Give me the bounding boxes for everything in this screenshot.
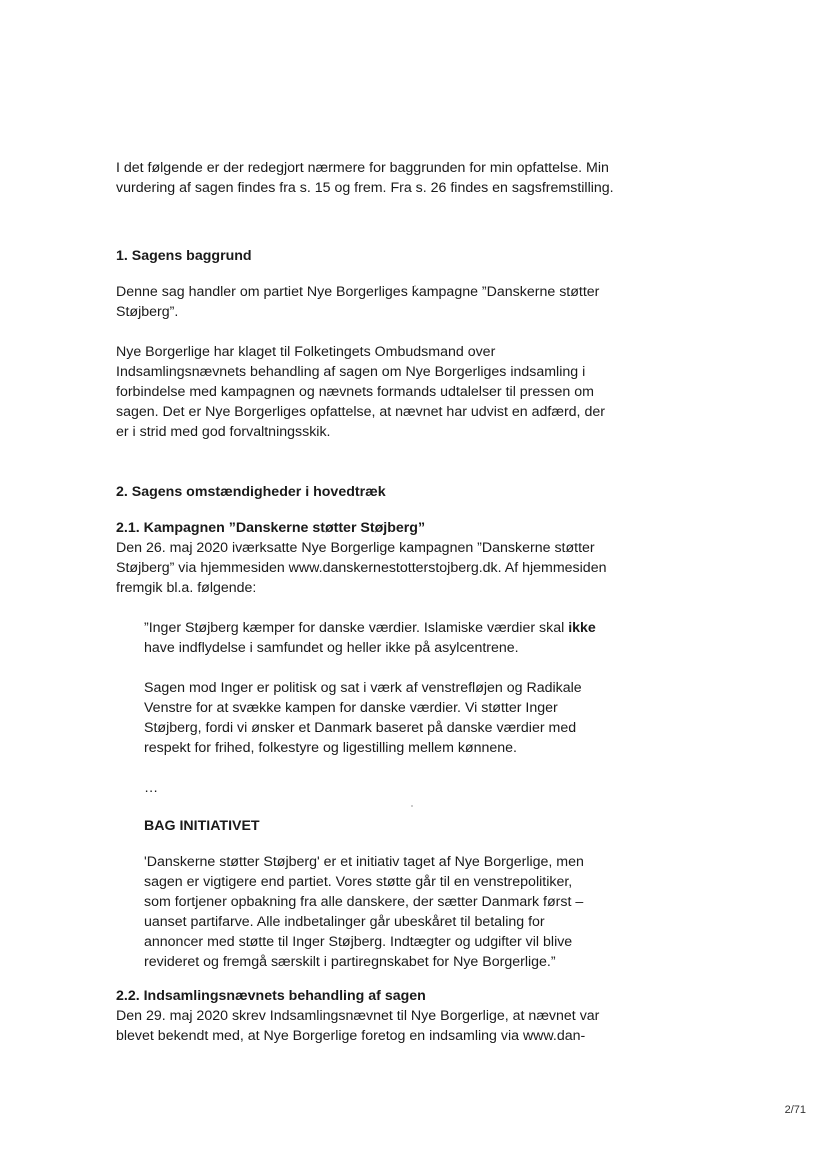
blockquote: [144, 618, 599, 972]
section-2-heading: 2. Sagens omstændigheder i hovedtræk: [116, 484, 386, 500]
quote-paragraph-2: Sagen mod Inger er politisk og sat i værk af venstrefløjen og Radikale Venstre for at svække kampen for danske værdier. Vi støtter Inger Støjberg, fordi vi ønsker et Danmark baseret på danske værdier med respekt for frihed, folkestyre og ligestilling mellem kønnene.: [144, 680, 582, 756]
quote-subheading: BAG INITIATIVET: [144, 818, 260, 834]
section-2-2-body: Den 29. maj 2020 skrev Indsamlingsnævnet til Nye Borgerlige, at nævnet var blevet bekendt med, at Nye Borgerlige foretog en indsamling via www.dan-: [116, 1008, 600, 1044]
page-number: 2/71: [784, 1104, 806, 1116]
section-1-heading: 1. Sagens baggrund: [116, 248, 252, 264]
section-2-1-heading: 2.1. Kampagnen ”Danskerne støtter Støjberg”: [116, 520, 426, 536]
quote-paragraph-3: 'Danskerne støtter Støjberg' er et initiativ taget af Nye Borgerlige, men sagen er vigtigere end partiet. Vores støtte går til en venstrepolitiker, som fortjener opbakning fra alle danskere, der sætter Danmark først – uanset partifarve. Alle indbetalinger går ubeskåret til betaling for annoncer med støtte til Inger Støjberg. Indtægter og udgifter vil blive revideret og fremgå særskilt i partiregnskabet for Nye Borgerlige.”: [144, 854, 584, 970]
quote-emphasis: ikke: [568, 620, 596, 636]
quote-paragraph-1: [144, 618, 599, 658]
quote-ellipsis: …: [144, 780, 159, 796]
section-1-paragraph-2: Nye Borgerlige har klaget til Folketingets Ombudsmand over Indsamlingsnævnets behandling af sagen om Nye Borgerliges indsamling i forbindelse med kampagnen og nævnets formands udtalelser til pressen om sagen. Det er Nye Borgerliges opfattelse, at nævnet har udvist en adfærd, der er i strid med god forvaltningsskik.: [116, 344, 605, 440]
intro-paragraph: I det følgende er der redegjort nærmere for baggrunden for min opfattelse. Min vurdering af sagen findes fra s. 15 og frem. Fra s. 26 findes en sagsfremstilling.: [116, 160, 614, 196]
section-2-2-heading: 2.2. Indsamlingsnævnets behandling af sagen: [116, 988, 426, 1004]
section-1-paragraph-1: Denne sag handler om partiet Nye Borgerliges kampagne ”Danskerne støtter Støjberg”.: [116, 284, 600, 320]
document-page: [116, 158, 616, 1046]
quote-text: have indflydelse i samfundet og heller ikke på asylcentrene.: [144, 640, 519, 656]
quote-text: ”Inger Støjberg kæmper for danske værdier. Islamiske værdier skal: [144, 620, 569, 636]
section-2-1-body: Den 26. maj 2020 iværksatte Nye Borgerlige kampagnen ”Danskerne støtter Støjberg” via hjemmesiden www.danskernestotterstojberg.dk. Af hjemmesiden fremgik bl.a. følgende:: [116, 540, 607, 596]
